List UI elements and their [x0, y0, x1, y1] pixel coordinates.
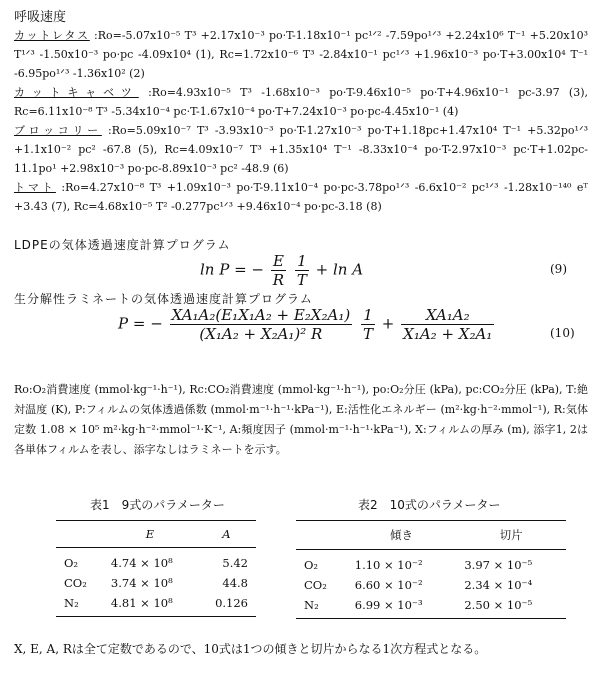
table-row: O₂ 1.10 × 10⁻² 3.97 × 10⁻⁵: [304, 558, 533, 572]
table-row: CO₂ 6.60 × 10⁻² 2.34 × 10⁻⁴: [304, 578, 533, 592]
respiration-formula: :Ro=5.09x10⁻⁷ T³ -3.93x10⁻³ po·T-1.27x10⁻³ po·T+1.18pc+1.47x10⁴ T⁻¹ +5.32po¹ᐟ³ +1.1x10⁻² pc² -67.8 (5), Rc=4.09x10⁻⁷ T³ +1.35x10⁴ T⁻¹ -8.33x10⁻⁴ po·T-2.97x10⁻³ pc·T+1.02pc-11.1po¹ +2.98x10⁻³ po·pc-8.89x10⁻³ pc² -48.9 (6): [14, 124, 589, 175]
table2: [296, 520, 566, 619]
equation-9-number: (9): [550, 262, 567, 276]
respiration-formula: :Ro=-5.07x10⁻⁵ T³ +2.17x10⁻³ po·T-1.18x10⁻¹ pc¹ᐟ² -7.59po¹ᐟ³ +2.24x10⁶ T⁻¹ +5.20x10³ T¹ᐟ³ -1.50x10⁻³ po·pc -4.09x10⁴ (1), Rc=1.72x10⁻⁶ T³ -2.84x10⁻¹ pc¹ᐟ³ +1.96x10⁻³ po·T+3.00x10⁴ T⁻¹ -6.95po¹ᐟ³ -1.36x10² (2): [14, 29, 588, 80]
equation-10-number: (10): [550, 326, 575, 340]
equation-9: ln P = − $\frac{E}{R}$ $\frac{1}{T}$ + ln A: [200, 252, 364, 289]
vegetable-name: トマト: [14, 181, 56, 194]
table2-title: 表2 10式のパラメーター: [358, 498, 501, 512]
variable-definitions: Ro:O₂消費速度 (mmol·kg⁻¹·h⁻¹), Rc:CO₂消費速度 (mmol·kg⁻¹·h⁻¹), po:O₂分圧 (kPa), pc:CO₂分圧 (kPa), T:絶対温度 (K), P:フィルムの気体透過係数 (mmol·m⁻¹·h⁻¹·kPa⁻¹), E:活性化エネルギー (m²·kg·h⁻²·mmol⁻¹), R:気体定数 1.08 × 10⁵ m²·kg·h⁻²·mmol⁻¹·K⁻¹, A:頻度因子 (mmol·m⁻¹·h⁻¹·kPa⁻¹), X:フィルムの厚み (m), 添字1, 2は各単体フィルムを表し、添字なしはラミネートを示す。: [14, 383, 588, 456]
table-row: N₂ 4.81 × 10⁸ 0.126: [56, 593, 256, 617]
respiration-lettuce: [14, 26, 588, 83]
table-header-row: E A: [56, 521, 256, 548]
respiration-broccoli: [14, 121, 588, 178]
table1-title: 表1 9式のパラメーター: [90, 498, 225, 512]
table-header-row: 傾き 切片: [296, 521, 566, 550]
vegetable-name: ブロッコリー: [14, 124, 102, 137]
table-row: N₂ 6.99 × 10⁻³ 2.50 × 10⁻⁵: [296, 595, 566, 619]
respiration-formula: :Ro=4.27x10⁻⁸ T³ +1.09x10⁻³ po·T-9.11x10⁻⁴ po·pc-3.78po¹ᐟ³ -6.6x10⁻² pc¹ᐟ³ -1.28x10⁻¹⁴⁰ eᵀ +3.43 (7), Rc=4.68x10⁻⁵ T² -0.277pc¹ᐟ³ +9.46x10⁻⁴ po·pc-3.18 (8): [14, 181, 588, 213]
respiration-formula: :Ro=4.93x10⁻⁵ T³ -1.68x10⁻³ po·T-9.46x10⁻⁵ po·T+4.96x10⁻¹ pc-3.97 (3), Rc=6.11x10⁻⁸ T³ -5.34x10⁻⁴ pc·T-1.67x10⁻⁴ po·T+7.24x10⁻³ po·pc-4.45x10⁻¹ (4): [14, 86, 589, 118]
equation-10: P = − $\frac{\text{XA₁A₂(E₁X₁A₂ + E₂X₂A₁)}}{\text{(X₁A₂ + X₂A₁)² R}}$ $\frac{1}{T}$ + $\frac{\text{XA₁A₂}}{\text{X₁A₂ + X₂A₁}}$: [118, 306, 493, 343]
table1: [56, 520, 256, 617]
ldpe-program-label: LDPEの気体透過速度計算プログラム: [14, 238, 231, 252]
laminate-program-label: 生分解性ラミネートの気体透過速度計算プログラム: [14, 292, 313, 306]
table-row: CO₂ 3.74 × 10⁸ 44.8: [64, 576, 248, 590]
respiration-tomato: [14, 178, 588, 216]
footer-conclusion: X, E, A, Rは全て定数であるので、10式は1つの傾きと切片からなる1次方程式となる。: [14, 642, 487, 656]
vegetable-name: カットレタス: [14, 29, 90, 42]
table-row: O₂ 4.74 × 10⁸ 5.42: [64, 556, 248, 570]
vegetable-name: カットキャベツ: [14, 86, 139, 99]
respiration-cabbage: [14, 83, 588, 121]
section-title: 呼吸速度: [14, 10, 67, 25]
